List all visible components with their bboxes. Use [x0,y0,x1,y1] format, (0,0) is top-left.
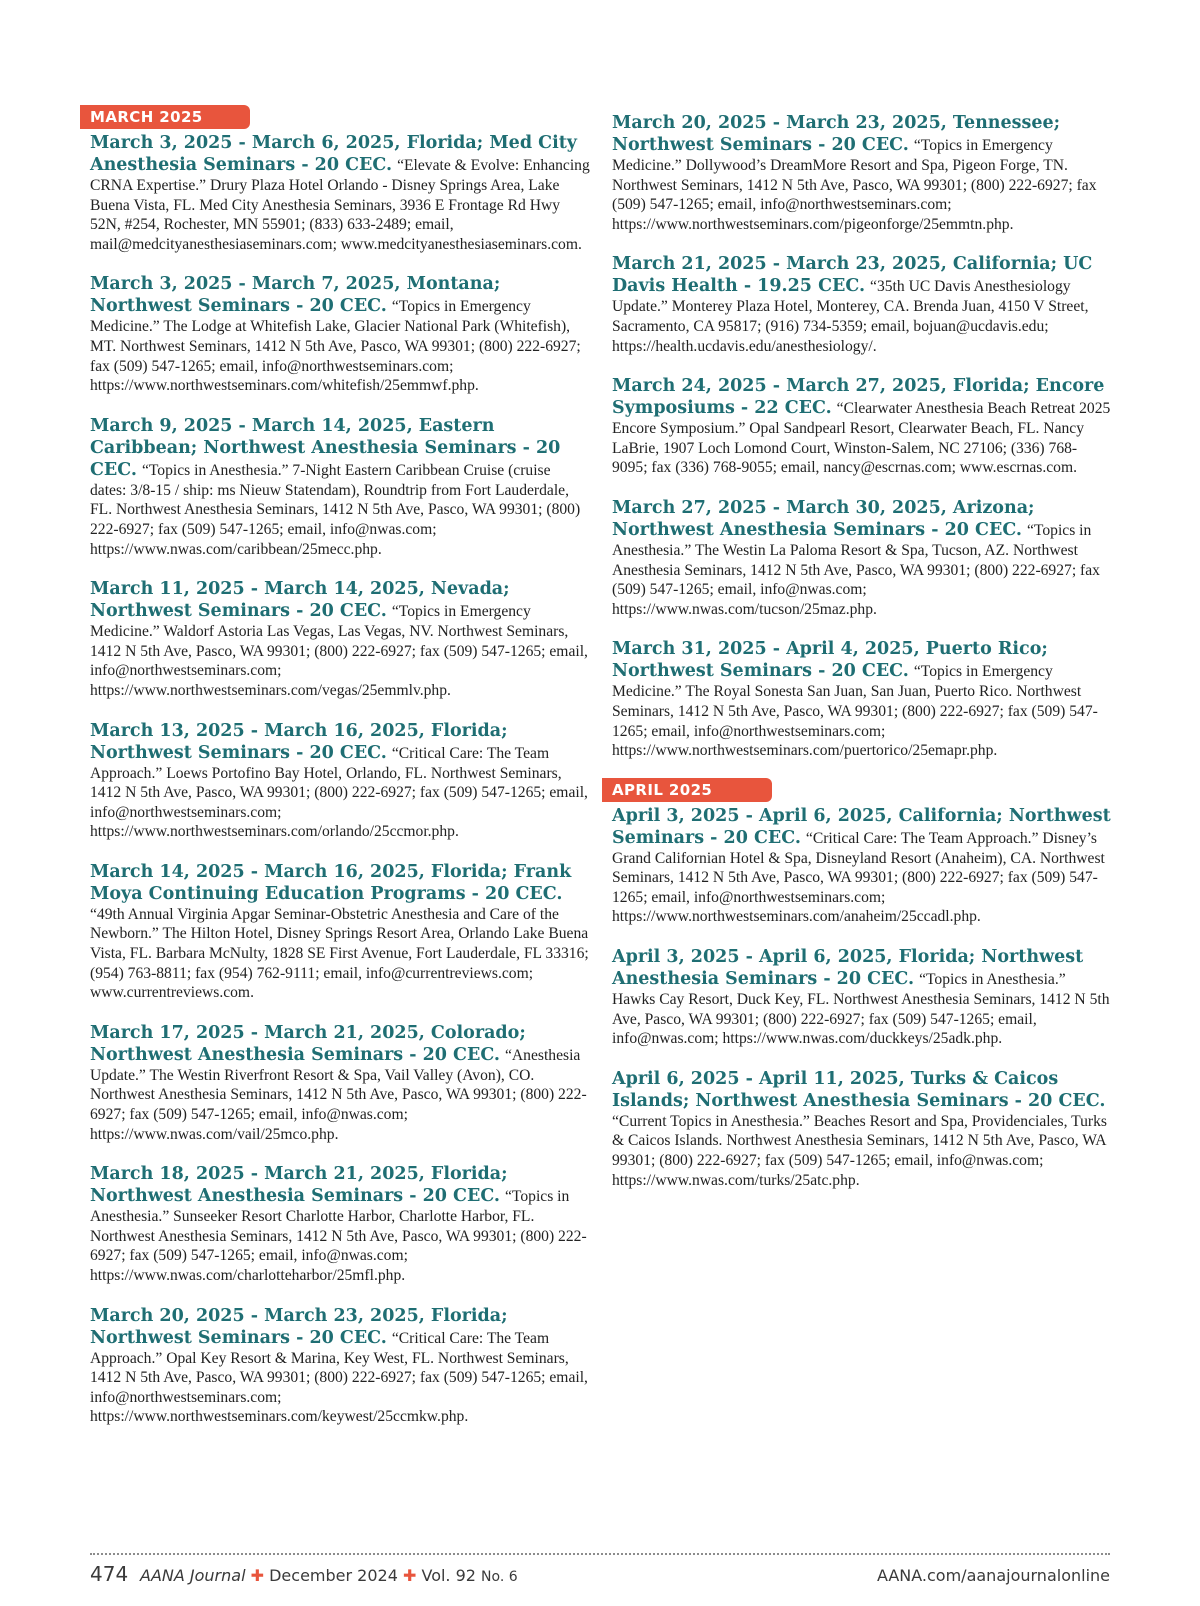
event-details: “Topics in Anesthesia.” Hawks Cay Resort, Duck Key, FL. Northwest Anesthesia Seminars, 1412 N 5th Ave, Pasco, WA 99301; (800) 222-6927; fax (509) 547-1265; email, info@nwas.com; https://www.nwas.com/duckkeys/25adk.php. [612,971,1110,1048]
event-listing-text [612,638,1112,760]
event-details: “Topics in Anesthesia.” Sunseeker Resort Charlotte Harbor, Charlotte Harbor, FL. Northwest Anesthesia Seminars, 1412 N 5th Ave, Pasco, WA 99301; (800) 222-6927; fax (509) 547-1265; email, info@nwas.com; https://www.nwas.com/charlotteharbor/25mfl.php. [90,1188,587,1284]
event-listing [612,497,1112,619]
event-listing-text [90,1305,590,1427]
event-details: “Topics in Emergency Medicine.” Dollywood’s DreamMore Resort and Spa, Pigeon Forge, TN. Northwest Seminars, 1412 N 5th Ave, Pasco, WA 99301; (800) 222-6927; fax (509) 547-1265; email, info@northwestseminars.com; https://www.northwestseminars.com/pigeonforge/25emmtn.php. [612,137,1097,233]
event-listing [612,638,1112,760]
event-heading: March 20, 2025 - March 23, 2025, Florida; Northwest Seminars - 20 CEC. [90,1305,508,1348]
event-listing-text [612,1068,1112,1190]
event-listing-text [612,805,1112,927]
volume: Vol. 92 [421,1566,476,1585]
event-heading: March 9, 2025 - March 14, 2025, Eastern Caribbean; Northwest Anesthesia Seminars - 20 CEC. [90,415,561,480]
event-heading: March 11, 2025 - March 14, 2025, Nevada; Northwest Seminars - 20 CEC. [90,579,510,622]
event-listing-text [612,253,1112,356]
event-heading: April 6, 2025 - April 11, 2025, Turks & Caicos Islands; Northwest Anesthesia Seminars - 20 CEC. [612,1068,1106,1111]
event-heading: April 3, 2025 - April 6, 2025, California; Northwest Seminars - 20 CEC. [612,805,1111,848]
issue-number: No. 6 [481,1569,518,1585]
event-details: “Topics in Anesthesia.” The Westin La Paloma Resort & Spa, Tucson, AZ. Northwest Anesthesia Seminars, 1412 N 5th Ave, Pasco, WA 99301; (800) 222-6927; fax (509) 547-1265; email, info@nwas.com; https://www.nwas.com/tucson/25maz.php. [612,521,1100,618]
page-footer [90,1562,1110,1590]
journal-name: AANA Journal [140,1566,246,1585]
event-heading: March 27, 2025 - March 30, 2025, Arizona; Northwest Anesthesia Seminars - 20 CEC. [612,497,1035,540]
event-listing [90,1305,590,1427]
left-entries-list [90,132,590,1427]
event-heading: March 3, 2025 - March 7, 2025, Montana; Northwest Seminars - 20 CEC. [90,274,501,317]
event-listing-text [612,112,1112,234]
event-heading: March 3, 2025 - March 6, 2025, Florida; Med City Anesthesia Seminars - 20 CEC. [90,133,577,175]
event-heading: March 14, 2025 - March 16, 2025, Florida; Frank Moya Continuing Education Programs - 20 CEC. [90,861,572,904]
event-listing [612,946,1112,1049]
event-details: “Topics in Anesthesia.” 7-Night Eastern Caribbean Cruise (cruise dates: 3/8-15 / ship: ms Nieuw Statendam), Roundtrip from Fort Lauderdale, FL. Northwest Anesthesia Seminars, 1412 N 5th Ave, Pasco, WA 99301; (800) 222-6927; fax (509) 547-1265; email, info@nwas.com; https://www.nwas.com/caribbean/25mecc.php. [90,461,581,558]
event-listing-text [90,720,590,842]
event-heading: March 24, 2025 - March 27, 2025, Florida; Encore Symposiums - 22 CEC. [612,376,1105,419]
event-heading: March 21, 2025 - March 23, 2025, California; UC Davis Health - 19.25 CEC. [612,254,1093,297]
right-entries-list-march [612,112,1112,761]
event-heading: March 20, 2025 - March 23, 2025, Tennessee; Northwest Seminars - 20 CEC. [612,113,1061,155]
event-heading: March 13, 2025 - March 16, 2025, Florida; Northwest Seminars - 20 CEC. [90,720,508,763]
event-listing-text [90,415,590,559]
event-listing [90,578,590,700]
event-details: “49th Annual Virginia Apgar Seminar-Obstetric Anesthesia and Care of the Newborn.” The Hilton Hotel, Disney Springs Resort Area, Orlando Lake Buena Vista, FL. Barbara McNulty, 1828 SE First Avenue, Fort Lauderdale, FL 33316; (954) 763-8811; fax (954) 762-9111; email, info@currentreviews.com; www.currentreviews.com. [90,905,589,1002]
event-heading: March 17, 2025 - March 21, 2025, Colorado; Northwest Anesthesia Seminars - 20 CEC. [90,1022,526,1065]
event-listing [90,861,590,1003]
event-details: “Anesthesia Update.” The Westin Riverfront Resort & Spa, Vail Valley (Avon), CO. Northwest Anesthesia Seminars, 1412 N 5th Ave, Pasco, WA 99301; (800) 222-6927; fax (509) 547-1265; email, info@nwas.com; https://www.nwas.com/vail/25mco.php. [90,1046,587,1143]
left-column [90,105,590,1446]
website-link[interactable]: AANA.com/aanajournalonline [876,1566,1110,1585]
event-listing [612,375,1112,478]
event-details: “Critical Care: The Team Approach.” Opal Key Resort & Marina, Key West, FL. Northwest Seminars, 1412 N 5th Ave, Pasco, WA 99301; (800) 222-6927; fax (509) 547-1265; email, info@northwestseminars.com; https://www.northwestseminars.com/keywest/25ccmkw.php. [90,1329,588,1426]
event-details: “Topics in Emergency Medicine.” The Lodge at Whitefish Lake, Glacier National Park (Whitefish), MT. Northwest Seminars, 1412 N 5th Ave, Pasco, WA 99301; (800) 222-6927; fax (509) 547-1265; email, info@northwestseminars.com; https://www.northwestseminars.com/whitefish/25emmwf.php. [90,298,581,395]
event-heading: March 31, 2025 - April 4, 2025, Puerto Rico; Northwest Seminars - 20 CEC. [612,639,1048,682]
event-listing-text [612,375,1112,478]
event-listing [90,1022,590,1144]
event-details: “Topics in Emergency Medicine.” The Royal Sonesta San Juan, San Juan, Puerto Rico. Northwest Seminars, 1412 N 5th Ave, Pasco, WA 99301; (800) 222-6927; fax (509) 547-1265; email, info@northwestseminars.com; https://www.northwestseminars.com/puertorico/25emapr.php. [612,663,1098,760]
event-listing [612,253,1112,356]
event-listing [90,273,590,395]
right-column [612,112,1112,1209]
event-listing [612,805,1112,927]
right-entries-list-april [612,805,1112,1191]
event-listing [90,132,590,254]
event-listing [612,112,1112,234]
event-details: “Current Topics in Anesthesia.” Beaches Resort and Spa, Providenciales, Turks & Caicos Islands. Northwest Anesthesia Seminars, 1412 N 5th Ave, Pasco, WA 99301; (800) 222-6927; fax (509) 547-1265; email, info@nwas.com; https://www.nwas.com/turks/25atc.php. [612,1112,1107,1189]
month-label-april: APRIL 2025 [602,778,772,802]
event-heading: March 18, 2025 - March 21, 2025, Florida; Northwest Anesthesia Seminars - 20 CEC. [90,1164,508,1207]
plus-separator-icon: ✚ [250,1566,265,1585]
page-number: 474 [90,1562,129,1586]
footer-divider [90,1553,1110,1555]
event-details: “Clearwater Anesthesia Beach Retreat 2025 Encore Symposium.” Opal Sandpearl Resort, Clearwater Beach, FL. Nancy LaBrie, 1907 Loch Lomond Court, Winston-Salem, NC 27106; (336) 768-9095; fax (336) 768-9055; email, nancy@escrnas.com; www.escrnas.com. [612,400,1111,477]
event-details: “35th UC Davis Anesthesiology Update.” Monterey Plaza Hotel, Monterey, CA. Brenda Juan, 4150 V Street, Sacramento, CA 95817; (916) 734-5359; email, bojuan@ucdavis.edu; https://health.ucdavis.edu/anesthesiology/. [612,278,1089,355]
event-listing [90,720,590,842]
issue-date: December 2024 [269,1566,398,1585]
event-details: “Critical Care: The Team Approach.” Loews Portofino Bay Hotel, Orlando, FL. Northwest Seminars, 1412 N 5th Ave, Pasco, WA 99301; (800) 222-6927; fax (509) 547-1265; email, info@northwestseminars.com; https://www.northwestseminars.com/orlando/25ccmor.php. [90,744,588,841]
plus-separator-icon: ✚ [402,1566,417,1585]
event-listing-text [90,132,590,254]
event-listing-text [90,578,590,700]
event-listing-text [90,273,590,395]
month-label-march: MARCH 2025 [80,105,250,129]
event-listing-text [612,497,1112,619]
event-listing-text [90,861,590,1003]
event-heading: April 3, 2025 - April 6, 2025, Florida; Northwest Anesthesia Seminars - 20 CEC. [612,947,1084,990]
event-details: “Elevate & Evolve: Enhancing CRNA Expertise.” Drury Plaza Hotel Orlando - Disney Springs Area, Lake Buena Vista, FL. Med City Anesthesia Seminars, 3936 E Frontage Rd Hwy 52N, #254, Rochester, MN 55901; (833) 633-2489; email, mail@medcityanesthesiaseminars.com; www.medcityanesthesiaseminars.com. [90,157,590,253]
event-details: “Critical Care: The Team Approach.” Disney’s Grand Californian Hotel & Spa, Disneyland Resort (Anaheim), CA. Northwest Seminars, 1412 N 5th Ave, Pasco, WA 99301; (800) 222-6927; fax (509) 547-1265; email, info@northwestseminars.com; https://www.northwestseminars.com/anaheim/25ccadl.php. [612,829,1105,926]
event-listing-text [90,1022,590,1144]
event-listing [90,1163,590,1285]
event-details: “Topics in Emergency Medicine.” Waldorf Astoria Las Vegas, Las Vegas, NV. Northwest Seminars, 1412 N 5th Ave, Pasco, WA 99301; (800) 222-6927; fax (509) 547-1265; email, info@northwestseminars.com; https://www.northwestseminars.com/vegas/25emmlv.php. [90,603,588,699]
event-listing [90,415,590,559]
event-listing-text [612,946,1112,1049]
event-listing-text [90,1163,590,1285]
footer-citation [140,1566,518,1585]
event-listing [612,1068,1112,1190]
